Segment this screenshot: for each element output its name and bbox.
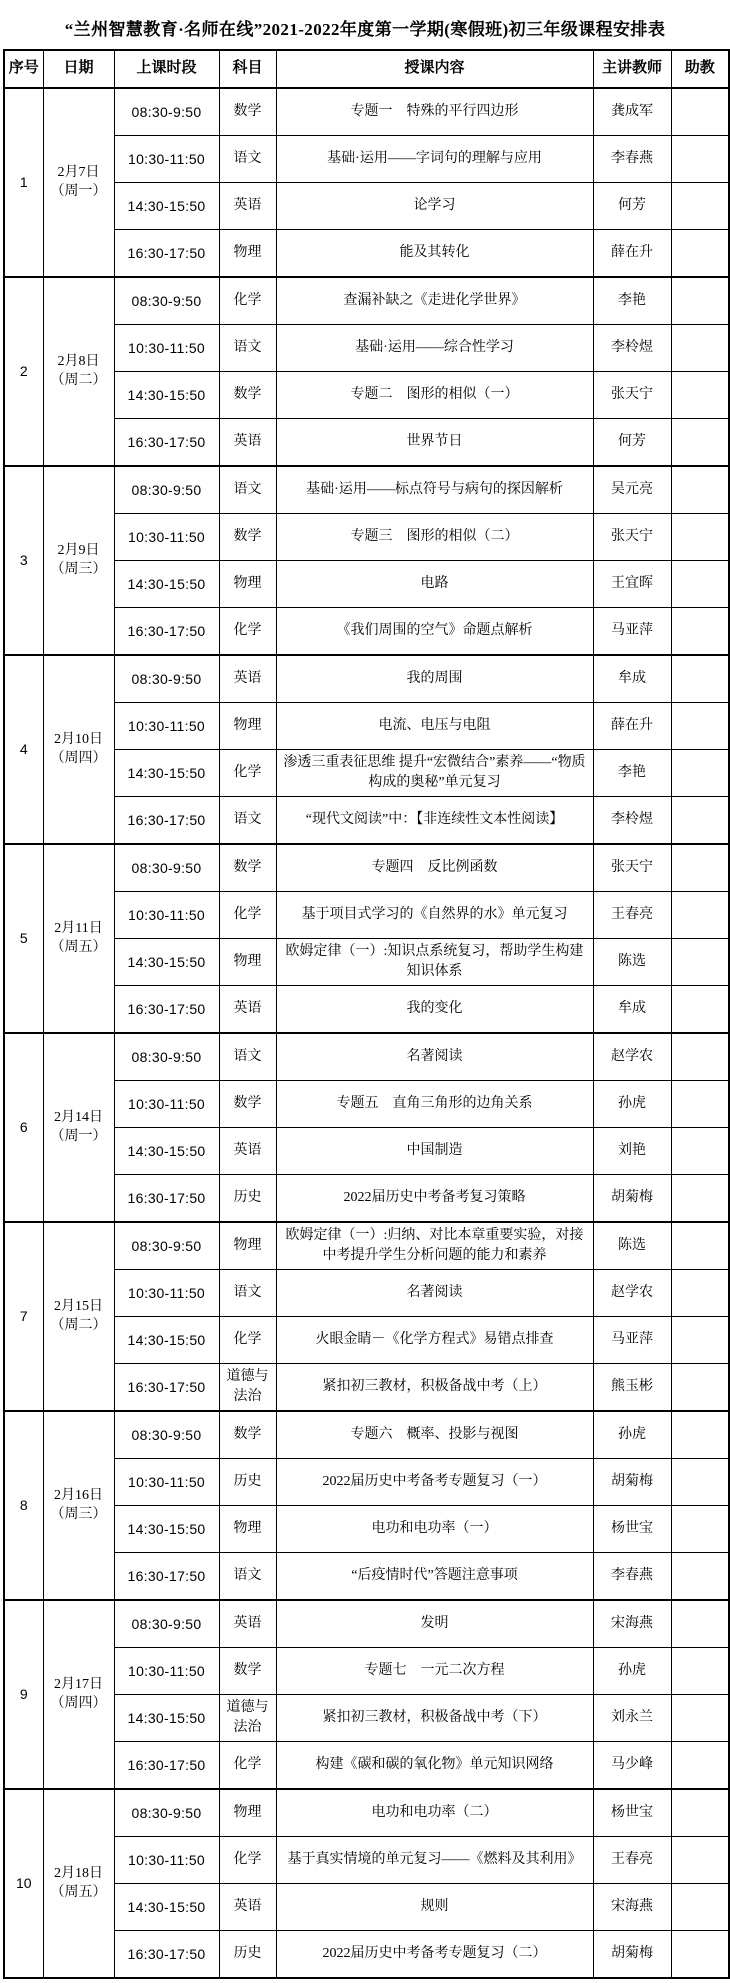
cell-time: 14:30-15:50 bbox=[114, 1884, 219, 1931]
cell-time: 14:30-15:50 bbox=[114, 561, 219, 608]
cell-subject: 数学 bbox=[219, 514, 276, 561]
cell-time: 14:30-15:50 bbox=[114, 183, 219, 230]
cell-assistant bbox=[671, 466, 729, 514]
cell-group-number: 6 bbox=[4, 1033, 43, 1222]
cell-subject: 英语 bbox=[219, 183, 276, 230]
schedule-body bbox=[4, 88, 729, 1978]
table-row bbox=[4, 277, 729, 325]
cell-assistant bbox=[671, 1648, 729, 1695]
cell-subject: 语文 bbox=[219, 466, 276, 514]
cell-time: 10:30-11:50 bbox=[114, 1459, 219, 1506]
cell-assistant bbox=[671, 561, 729, 608]
cell-content: “现代文阅读”中：【非连续性文本性阅读】 bbox=[276, 797, 593, 845]
cell-assistant bbox=[671, 514, 729, 561]
cell-subject: 数学 bbox=[219, 88, 276, 136]
cell-content: 中国制造 bbox=[276, 1128, 593, 1175]
cell-content: 紧扣初三教材，积极备战中考（下） bbox=[276, 1695, 593, 1742]
cell-content: 电路 bbox=[276, 561, 593, 608]
date-text: 2月8日 bbox=[57, 353, 100, 369]
cell-time: 16:30-17:50 bbox=[114, 1364, 219, 1412]
weekday-text: （周一） bbox=[50, 183, 107, 199]
cell-content: 《我们周围的空气》命题点解析 bbox=[276, 608, 593, 656]
cell-teacher: 胡菊梅 bbox=[593, 1175, 671, 1223]
cell-teacher: 马少峰 bbox=[593, 1742, 671, 1790]
cell-teacher: 赵学农 bbox=[593, 1033, 671, 1081]
weekday-text: （周五） bbox=[50, 939, 107, 955]
schedule-table bbox=[3, 49, 730, 1979]
cell-group-number: 3 bbox=[4, 466, 43, 655]
cell-group-number: 10 bbox=[4, 1789, 43, 1978]
cell-subject: 语文 bbox=[219, 1553, 276, 1601]
cell-assistant bbox=[671, 277, 729, 325]
cell-assistant bbox=[671, 1411, 729, 1459]
cell-time: 08:30-9:50 bbox=[114, 1222, 219, 1270]
cell-content: 专题三 图形的相似（二） bbox=[276, 514, 593, 561]
table-row bbox=[4, 1033, 729, 1081]
cell-time: 16:30-17:50 bbox=[114, 1931, 219, 1979]
date-text: 2月7日 bbox=[57, 164, 100, 180]
cell-date bbox=[43, 1789, 114, 1978]
cell-content: 欧姆定律（一）:知识点系统复习，帮助学生构建知识体系 bbox=[276, 939, 593, 986]
cell-subject: 物理 bbox=[219, 1506, 276, 1553]
cell-date bbox=[43, 1033, 114, 1222]
cell-subject: 语文 bbox=[219, 136, 276, 183]
cell-subject: 历史 bbox=[219, 1931, 276, 1979]
cell-subject: 数学 bbox=[219, 372, 276, 419]
cell-subject: 物理 bbox=[219, 939, 276, 986]
date-text: 2月9日 bbox=[57, 542, 100, 558]
date-text: 2月14日 bbox=[54, 1109, 103, 1125]
weekday-text: （周五） bbox=[50, 1884, 107, 1900]
cell-teacher: 何芳 bbox=[593, 183, 671, 230]
cell-group-number: 7 bbox=[4, 1222, 43, 1411]
cell-subject: 语文 bbox=[219, 797, 276, 845]
cell-time: 16:30-17:50 bbox=[114, 608, 219, 656]
cell-group-number: 4 bbox=[4, 655, 43, 844]
cell-time: 16:30-17:50 bbox=[114, 1553, 219, 1601]
cell-teacher: 李柃煜 bbox=[593, 325, 671, 372]
cell-date bbox=[43, 1222, 114, 1411]
cell-teacher: 李艳 bbox=[593, 750, 671, 797]
cell-assistant bbox=[671, 939, 729, 986]
cell-content: 电功和电功率（一） bbox=[276, 1506, 593, 1553]
cell-teacher: 宋海燕 bbox=[593, 1884, 671, 1931]
cell-time: 16:30-17:50 bbox=[114, 230, 219, 278]
cell-date bbox=[43, 88, 114, 277]
cell-assistant bbox=[671, 986, 729, 1034]
cell-assistant bbox=[671, 655, 729, 703]
cell-time: 10:30-11:50 bbox=[114, 1648, 219, 1695]
cell-subject: 物理 bbox=[219, 561, 276, 608]
cell-time: 10:30-11:50 bbox=[114, 514, 219, 561]
weekday-text: （周一） bbox=[50, 1128, 107, 1144]
cell-subject: 化学 bbox=[219, 1317, 276, 1364]
cell-subject: 物理 bbox=[219, 1222, 276, 1270]
cell-content: 论学习 bbox=[276, 183, 593, 230]
cell-content: 欧姆定律（一）:归纳、对比本章重要实验，对接中考提升学生分析问题的能力和素养 bbox=[276, 1222, 593, 1270]
cell-content: 名著阅读 bbox=[276, 1270, 593, 1317]
cell-subject: 历史 bbox=[219, 1459, 276, 1506]
cell-time: 14:30-15:50 bbox=[114, 939, 219, 986]
cell-subject: 历史 bbox=[219, 1175, 276, 1223]
cell-subject: 物理 bbox=[219, 1789, 276, 1837]
cell-time: 10:30-11:50 bbox=[114, 1270, 219, 1317]
cell-subject: 语文 bbox=[219, 325, 276, 372]
cell-group-number: 5 bbox=[4, 844, 43, 1033]
cell-time: 08:30-9:50 bbox=[114, 1411, 219, 1459]
cell-time: 10:30-11:50 bbox=[114, 1081, 219, 1128]
cell-content: 规则 bbox=[276, 1884, 593, 1931]
cell-time: 08:30-9:50 bbox=[114, 277, 219, 325]
cell-teacher: 孙虎 bbox=[593, 1411, 671, 1459]
cell-content: 能及其转化 bbox=[276, 230, 593, 278]
table-row bbox=[4, 655, 729, 703]
cell-subject: 数学 bbox=[219, 844, 276, 892]
cell-date bbox=[43, 1411, 114, 1600]
cell-teacher: 薛在升 bbox=[593, 703, 671, 750]
cell-assistant bbox=[671, 1459, 729, 1506]
cell-assistant bbox=[671, 1742, 729, 1790]
cell-time: 14:30-15:50 bbox=[114, 750, 219, 797]
cell-teacher: 李春燕 bbox=[593, 136, 671, 183]
cell-content: 电流、电压与电阻 bbox=[276, 703, 593, 750]
cell-time: 14:30-15:50 bbox=[114, 1506, 219, 1553]
column-header: 科目 bbox=[219, 50, 276, 88]
cell-subject: 数学 bbox=[219, 1081, 276, 1128]
cell-assistant bbox=[671, 1222, 729, 1270]
cell-teacher: 熊玉彬 bbox=[593, 1364, 671, 1412]
page-title: “兰州智慧教育·名师在线”2021-2022年度第一学期(寒假班)初三年级课程安排表 bbox=[64, 20, 666, 39]
cell-teacher: 李春燕 bbox=[593, 1553, 671, 1601]
cell-subject: 数学 bbox=[219, 1411, 276, 1459]
cell-content: 2022届历史中考备考复习策略 bbox=[276, 1175, 593, 1223]
cell-time: 10:30-11:50 bbox=[114, 703, 219, 750]
cell-time: 08:30-9:50 bbox=[114, 1033, 219, 1081]
cell-assistant bbox=[671, 1506, 729, 1553]
table-row bbox=[4, 844, 729, 892]
cell-subject: 化学 bbox=[219, 1837, 276, 1884]
cell-content: 专题一 特殊的平行四边形 bbox=[276, 88, 593, 136]
cell-assistant bbox=[671, 325, 729, 372]
cell-assistant bbox=[671, 1884, 729, 1931]
cell-assistant bbox=[671, 230, 729, 278]
cell-assistant bbox=[671, 797, 729, 845]
cell-content: 紧扣初三教材，积极备战中考（上） bbox=[276, 1364, 593, 1412]
cell-date bbox=[43, 466, 114, 655]
cell-teacher: 张天宁 bbox=[593, 372, 671, 419]
table-row bbox=[4, 466, 729, 514]
cell-date bbox=[43, 1600, 114, 1789]
cell-group-number: 8 bbox=[4, 1411, 43, 1600]
cell-time: 16:30-17:50 bbox=[114, 419, 219, 467]
weekday-text: （周三） bbox=[50, 561, 107, 577]
weekday-text: （周三） bbox=[50, 1506, 107, 1522]
cell-content: 基于真实情境的单元复习——《燃料及其利用》 bbox=[276, 1837, 593, 1884]
cell-assistant bbox=[671, 1270, 729, 1317]
cell-teacher: 孙虎 bbox=[593, 1648, 671, 1695]
cell-assistant bbox=[671, 750, 729, 797]
cell-teacher: 刘艳 bbox=[593, 1128, 671, 1175]
cell-teacher: 刘永兰 bbox=[593, 1695, 671, 1742]
cell-subject: 英语 bbox=[219, 655, 276, 703]
cell-teacher: 陈选 bbox=[593, 1222, 671, 1270]
cell-time: 08:30-9:50 bbox=[114, 1600, 219, 1648]
table-row bbox=[4, 1600, 729, 1648]
cell-assistant bbox=[671, 1033, 729, 1081]
cell-time: 10:30-11:50 bbox=[114, 325, 219, 372]
cell-content: 名著阅读 bbox=[276, 1033, 593, 1081]
cell-time: 10:30-11:50 bbox=[114, 136, 219, 183]
cell-subject: 化学 bbox=[219, 892, 276, 939]
cell-time: 14:30-15:50 bbox=[114, 1695, 219, 1742]
cell-time: 08:30-9:50 bbox=[114, 466, 219, 514]
cell-assistant bbox=[671, 1931, 729, 1979]
cell-assistant bbox=[671, 1128, 729, 1175]
cell-time: 14:30-15:50 bbox=[114, 1128, 219, 1175]
table-row bbox=[4, 88, 729, 136]
cell-content: 基于项目式学习的《自然界的水》单元复习 bbox=[276, 892, 593, 939]
cell-time: 08:30-9:50 bbox=[114, 88, 219, 136]
cell-subject: 数学 bbox=[219, 1648, 276, 1695]
cell-group-number: 2 bbox=[4, 277, 43, 466]
cell-teacher: 薛在升 bbox=[593, 230, 671, 278]
cell-content: 我的周围 bbox=[276, 655, 593, 703]
cell-teacher: 马亚萍 bbox=[593, 608, 671, 656]
cell-assistant bbox=[671, 1600, 729, 1648]
cell-assistant bbox=[671, 1553, 729, 1601]
cell-teacher: 李柃煜 bbox=[593, 797, 671, 845]
cell-time: 10:30-11:50 bbox=[114, 1837, 219, 1884]
cell-assistant bbox=[671, 892, 729, 939]
cell-subject: 道德与法治 bbox=[219, 1695, 276, 1742]
cell-assistant bbox=[671, 1175, 729, 1223]
cell-teacher: 杨世宝 bbox=[593, 1789, 671, 1837]
cell-subject: 语文 bbox=[219, 1033, 276, 1081]
cell-teacher: 牟成 bbox=[593, 986, 671, 1034]
cell-assistant bbox=[671, 88, 729, 136]
cell-assistant bbox=[671, 1081, 729, 1128]
cell-date bbox=[43, 277, 114, 466]
cell-time: 08:30-9:50 bbox=[114, 844, 219, 892]
cell-date bbox=[43, 655, 114, 844]
cell-content: 专题四 反比例函数 bbox=[276, 844, 593, 892]
date-text: 2月10日 bbox=[54, 731, 103, 747]
cell-subject: 英语 bbox=[219, 419, 276, 467]
cell-teacher: 王宜晖 bbox=[593, 561, 671, 608]
cell-teacher: 王春亮 bbox=[593, 1837, 671, 1884]
table-row bbox=[4, 1789, 729, 1837]
cell-content: 世界节日 bbox=[276, 419, 593, 467]
cell-time: 16:30-17:50 bbox=[114, 797, 219, 845]
cell-content: 2022届历史中考备考专题复习（二） bbox=[276, 1931, 593, 1979]
cell-time: 16:30-17:50 bbox=[114, 1742, 219, 1790]
table-row bbox=[4, 1411, 729, 1459]
column-header: 助教 bbox=[671, 50, 729, 88]
cell-group-number: 1 bbox=[4, 88, 43, 277]
cell-teacher: 王春亮 bbox=[593, 892, 671, 939]
cell-time: 08:30-9:50 bbox=[114, 655, 219, 703]
column-header: 上课时段 bbox=[114, 50, 219, 88]
cell-subject: 化学 bbox=[219, 277, 276, 325]
cell-time: 16:30-17:50 bbox=[114, 986, 219, 1034]
cell-content: 构建《碳和碳的氧化物》单元知识网络 bbox=[276, 1742, 593, 1790]
cell-subject: 化学 bbox=[219, 608, 276, 656]
cell-content: 火眼金睛－《化学方程式》易错点排查 bbox=[276, 1317, 593, 1364]
cell-teacher: 牟成 bbox=[593, 655, 671, 703]
cell-content: 发明 bbox=[276, 1600, 593, 1648]
column-header: 主讲教师 bbox=[593, 50, 671, 88]
weekday-text: （周四） bbox=[50, 1695, 107, 1711]
cell-teacher: 何芳 bbox=[593, 419, 671, 467]
cell-content: 2022届历史中考备考专题复习（一） bbox=[276, 1459, 593, 1506]
cell-teacher: 杨世宝 bbox=[593, 1506, 671, 1553]
cell-date bbox=[43, 844, 114, 1033]
cell-teacher: 马亚萍 bbox=[593, 1317, 671, 1364]
cell-time: 16:30-17:50 bbox=[114, 1175, 219, 1223]
cell-content: 基础·运用——标点符号与病句的探因解析 bbox=[276, 466, 593, 514]
date-text: 2月16日 bbox=[54, 1487, 103, 1503]
cell-subject: 英语 bbox=[219, 986, 276, 1034]
cell-content: 渗透三重表征思维 提升“宏微结合”素养——“物质构成的奥秘”单元复习 bbox=[276, 750, 593, 797]
weekday-text: （周二） bbox=[50, 372, 107, 388]
date-text: 2月18日 bbox=[54, 1865, 103, 1881]
cell-teacher: 赵学农 bbox=[593, 1270, 671, 1317]
weekday-text: （周四） bbox=[50, 750, 107, 766]
cell-assistant bbox=[671, 608, 729, 656]
weekday-text: （周二） bbox=[50, 1317, 107, 1333]
cell-assistant bbox=[671, 419, 729, 467]
cell-teacher: 孙虎 bbox=[593, 1081, 671, 1128]
cell-subject: 道德与法治 bbox=[219, 1364, 276, 1412]
header-row bbox=[4, 50, 729, 88]
cell-subject: 化学 bbox=[219, 1742, 276, 1790]
cell-teacher: 胡菊梅 bbox=[593, 1459, 671, 1506]
cell-content: 电功和电功率（二） bbox=[276, 1789, 593, 1837]
cell-subject: 化学 bbox=[219, 750, 276, 797]
cell-content: “后疫情时代”答题注意事项 bbox=[276, 1553, 593, 1601]
cell-teacher: 陈选 bbox=[593, 939, 671, 986]
cell-assistant bbox=[671, 844, 729, 892]
cell-subject: 英语 bbox=[219, 1128, 276, 1175]
cell-time: 08:30-9:50 bbox=[114, 1789, 219, 1837]
cell-teacher: 张天宁 bbox=[593, 844, 671, 892]
cell-teacher: 胡菊梅 bbox=[593, 1931, 671, 1979]
cell-content: 基础·运用——字词句的理解与应用 bbox=[276, 136, 593, 183]
cell-teacher: 张天宁 bbox=[593, 514, 671, 561]
cell-assistant bbox=[671, 183, 729, 230]
date-text: 2月11日 bbox=[54, 920, 103, 936]
cell-content: 我的变化 bbox=[276, 986, 593, 1034]
cell-subject: 物理 bbox=[219, 703, 276, 750]
cell-teacher: 宋海燕 bbox=[593, 1600, 671, 1648]
cell-content: 基础·运用——综合性学习 bbox=[276, 325, 593, 372]
cell-assistant bbox=[671, 1364, 729, 1412]
table-row bbox=[4, 1222, 729, 1270]
cell-subject: 英语 bbox=[219, 1600, 276, 1648]
cell-content: 查漏补缺之《走进化学世界》 bbox=[276, 277, 593, 325]
date-text: 2月15日 bbox=[54, 1298, 103, 1314]
cell-assistant bbox=[671, 1789, 729, 1837]
cell-content: 专题二 图形的相似（一） bbox=[276, 372, 593, 419]
cell-assistant bbox=[671, 372, 729, 419]
cell-content: 专题五 直角三角形的边角关系 bbox=[276, 1081, 593, 1128]
cell-assistant bbox=[671, 136, 729, 183]
column-header: 授课内容 bbox=[276, 50, 593, 88]
cell-subject: 英语 bbox=[219, 1884, 276, 1931]
cell-teacher: 龚成军 bbox=[593, 88, 671, 136]
cell-teacher: 李艳 bbox=[593, 277, 671, 325]
cell-assistant bbox=[671, 1317, 729, 1364]
cell-assistant bbox=[671, 703, 729, 750]
cell-content: 专题七 一元二次方程 bbox=[276, 1648, 593, 1695]
cell-subject: 物理 bbox=[219, 230, 276, 278]
cell-group-number: 9 bbox=[4, 1600, 43, 1789]
cell-time: 14:30-15:50 bbox=[114, 1317, 219, 1364]
cell-time: 10:30-11:50 bbox=[114, 892, 219, 939]
column-header: 日期 bbox=[43, 50, 114, 88]
cell-time: 14:30-15:50 bbox=[114, 372, 219, 419]
date-text: 2月17日 bbox=[54, 1676, 103, 1692]
column-header: 序号 bbox=[4, 50, 43, 88]
cell-subject: 语文 bbox=[219, 1270, 276, 1317]
cell-assistant bbox=[671, 1837, 729, 1884]
cell-assistant bbox=[671, 1695, 729, 1742]
cell-teacher: 吴元亮 bbox=[593, 466, 671, 514]
cell-content: 专题六 概率、投影与视图 bbox=[276, 1411, 593, 1459]
